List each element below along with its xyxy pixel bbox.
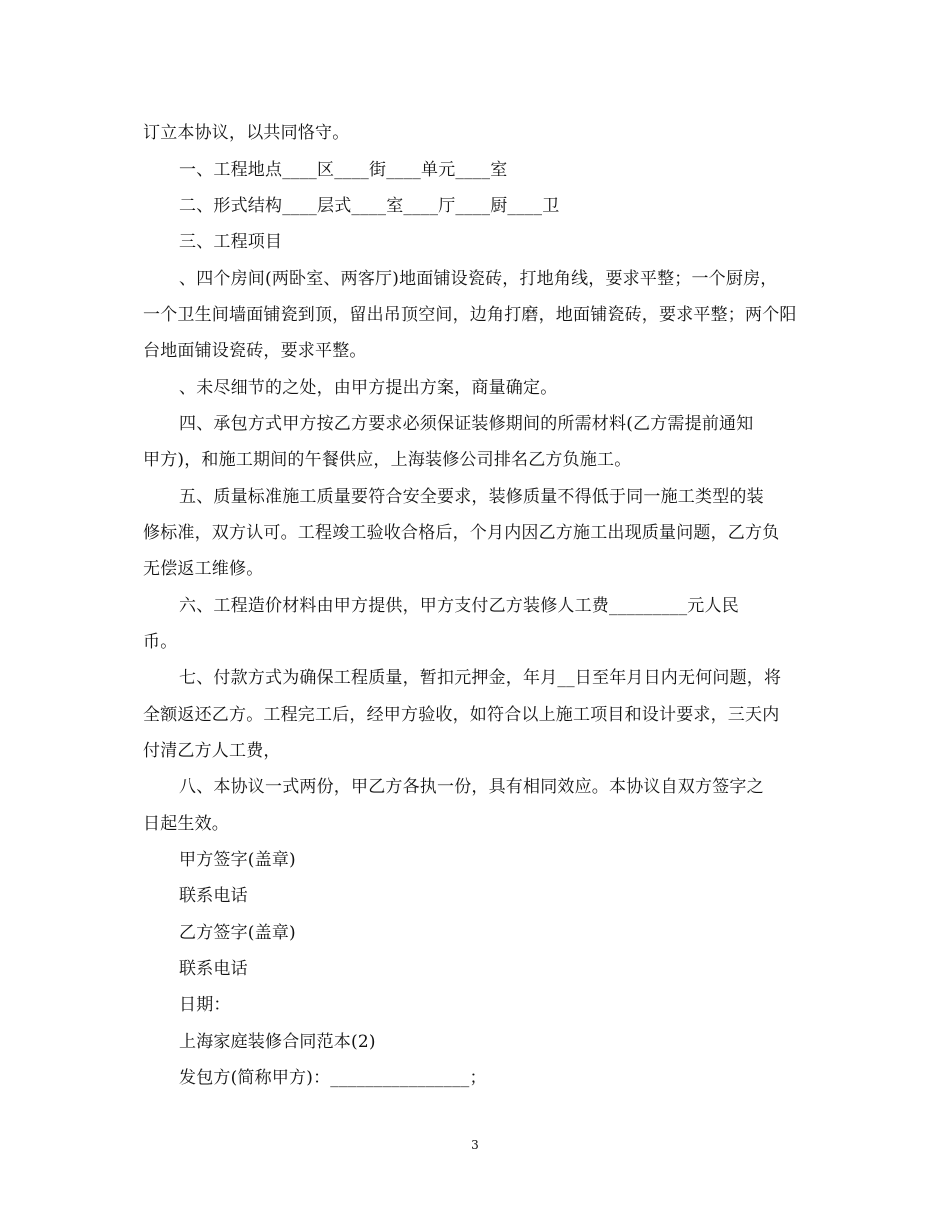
text-line-18: 付清乙方人工费， bbox=[143, 741, 281, 761]
text-line-2: 一、工程地点____区____街____单元____室 bbox=[179, 160, 508, 180]
text-line-6: 一个卫生间墙面铺瓷到顶，留出吊顶空间，边角打磨，地面铺瓷砖，要求平整；两个阳 bbox=[143, 305, 797, 325]
text-line-13: 无偿返工维修。 bbox=[143, 559, 264, 579]
text-line-9: 四、承包方式甲方按乙方要求必须保证装修期间的所需材料(乙方需提前通知 bbox=[179, 414, 754, 434]
text-line-16: 七、付款方式为确保工程质量，暂扣元押金，年月__日至年月日内无何问题，将 bbox=[179, 668, 782, 688]
text-line-5: 、四个房间(两卧室、两客厅)地面铺设瓷砖，打地角线，要求平整；一个厨房， bbox=[179, 269, 778, 289]
text-line-17: 全额返还乙方。工程完工后，经甲方验收，如符合以上施工项目和设计要求，三天内 bbox=[143, 705, 780, 725]
section-title: 上海家庭装修合同范本(2) bbox=[179, 1032, 376, 1052]
party-b-signature-label: 乙方签字(盖章) bbox=[179, 923, 296, 943]
party-a-phone-label: 联系电话 bbox=[179, 886, 248, 906]
date-label: 日期： bbox=[179, 995, 231, 1015]
text-line-12: 修标准，双方认可。工程竣工验收合格后，个月内因乙方施工出现质量问题，乙方负 bbox=[143, 523, 780, 543]
text-line-19: 八、本协议一式两份，甲乙方各执一份，具有相同效应。本协议自双方签字之 bbox=[179, 777, 764, 797]
employer-name-line: 发包方(简称甲方)：________________； bbox=[179, 1068, 487, 1088]
text-line-20: 日起生效。 bbox=[143, 814, 229, 834]
text-line-8: 、未尽细节的之处，由甲方提出方案，商量确定。 bbox=[179, 378, 558, 398]
text-line-10: 甲方)，和施工期间的午餐供应，上海装修公司排名乙方负施工。 bbox=[143, 450, 632, 470]
text-line-3: 二、形式结构____层式____室____厅____厨____卫 bbox=[179, 196, 560, 216]
text-line-14: 六、工程造价材料由甲方提供，甲方支付乙方装修人工费_________元人民 bbox=[179, 596, 739, 616]
party-a-signature-label: 甲方签字(盖章) bbox=[179, 850, 296, 870]
text-line-11: 五、质量标准施工质量要符合安全要求，装修质量不得低于同一施工类型的装 bbox=[179, 487, 764, 507]
page-number: 3 bbox=[471, 1138, 479, 1152]
text-line-4: 三、工程项目 bbox=[179, 232, 283, 252]
text-line-15: 币。 bbox=[143, 632, 178, 652]
party-b-phone-label: 联系电话 bbox=[179, 959, 248, 979]
text-line-1: 订立本协议，以共同恪守。 bbox=[143, 123, 350, 143]
text-line-7: 台地面铺设瓷砖，要求平整。 bbox=[143, 341, 367, 361]
